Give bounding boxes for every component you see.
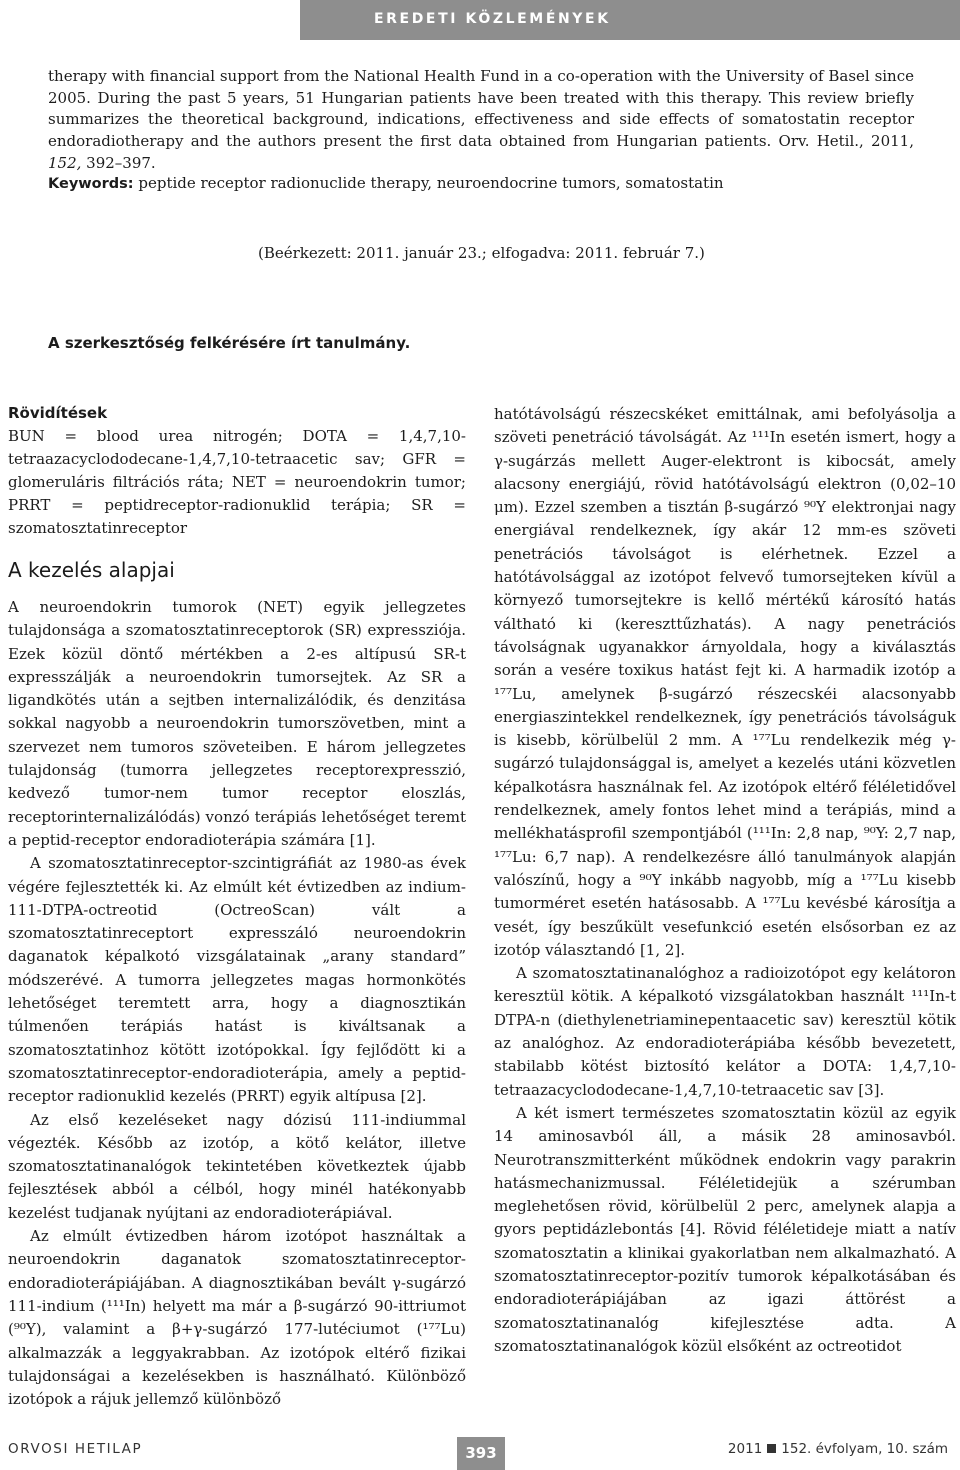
paragraph: A két ismert természetes szomatosztatin közül az egyik 14 aminosavból áll, a másik 28 aminosavból. Neurotranszmitterként működnek endokrin vagy parakrin hatásmechanizmussal. Féléletidejük a szérumban meglehetősen rövid, körülbelül 2 perc, amelynek alapja a gyors peptidázlebontás [4]. Rövid féléletideje miatt a natív szomatosztatin a klinikai gyakorlatban nem alkalmazható. A szomatosztatinreceptor-pozitív tumorok képalkotásában és endoradioterápiájában az igazi áttörést a szomatosztatinanalóg kifejlesztése adta. A szomatosztatinanalógok közül elsőként az octreotidot (494, 1103, 956, 1355)
issue-year: 2011 (727, 1441, 763, 1457)
square-bullet-icon (767, 1444, 776, 1453)
issue-info (728, 1441, 948, 1457)
abstract-pages: 392–397. (81, 153, 156, 172)
issue-volume: 152. évfolyam, 10. szám (781, 1441, 948, 1457)
paragraph: A szomatosztatinanalóghoz a radioizotópot egy kelátoron keresztül kötik. A képalkotó vizsgálatokban használt ¹¹¹In-t DTPA-n (diethylenetriaminepentaacetic sav) keresztül kötik az analóghoz. Az endoradioterápiába később bevezetett, stabilabb kötést biztosító kelátor a DOTA: 1,4,7,10-tetraazacyclododecane-1,4,7,10-tetraacetic sav [3]. (494, 964, 956, 1099)
paragraph: hatótávolságú részecskéket emittálnak, ami befolyásolja a szöveti penetráció távolságát. Az ¹¹¹In esetén ismert, hogy a γ-sugárzás mellett Auger-elektront is kibocsát, amely alacsony energiájú, rövid hatótávolságú elektron (0,02–10 μm). Ezzel szemben a tisztán β-sugárzó ⁹⁰Y elektronjai nagy energiával rendelkeznek, így akár 12 mm-es szöveti penetrációs távolságot is elérhetnek. Ezzel a hatótávolsággal az izotópot felvevő tumorsejteken kívül a környező tumorsejtekre is kellő mértékű károsító hatás váltható ki (kereszttűzhatás). A nagy penetrációs távolságnak ugyanakkor árnyoldala, hogy a kiválasztás során a vesére toxikus hatást fejt ki. A harmadik izotóp a ¹⁷⁷Lu, amelynek β-sugárzó részecskéi alacsonyabb energiaszintekkel rendelkeznek, így penetrációs távolságuk is kisebb, körülbelül 2 mm. A ¹⁷⁷Lu rendelkezik még γ-sugárzó tulajdonsággal is, amelyet a kezelés utáni közvetlen képalkotásra használnak fel. Az izotópok eltérő féléletidővel rendelkeznek, amely fontos lehet mind a terápiás, mind a mellékhatásprofil szempontjából (¹¹¹In: 2,8 nap, ⁹⁰Y: 2,7 nap, ¹⁷⁷Lu: 6,7 nap). A rendelkezésre álló tanulmányok alapján valószínű, hogy a ⁹⁰Y inkább nagyobb, míg a ¹⁷⁷Lu kisebb tumorméret esetén hatásosabb. A ¹⁷⁷Lu kevésbé károsítja a vesét, így beszűkült vesefunkció esetén elsősorban ez az izotóp választandó [1, 2]. (494, 405, 956, 959)
invited-note: A szerkesztőség felkérésére írt tanulmány. (48, 334, 411, 352)
header-left-blank (0, 0, 300, 40)
abstract-body: therapy with financial support from the National Health Fund in a co-operation with the University of Basel since 2005. During the past 5 years, 51 Hungarian patients have been treated with this therapy. This review briefly summarizes the theoretical background, indications, effectiveness and side effects of somatostatin receptor endoradiotherapy and the authors present the first data obtained from Hungarian patients. Orv. Hetil., 2011, (48, 67, 914, 151)
paragraph: A neuroendokrin tumorok (NET) egyik jellegzetes tulajdonsága a szomatosztatinreceptorok (SR) expressziója. Ezek közül döntő mértékben a 2-es altípusú SR-t expresszálják a neuroendokrin tumorsejtek. Az SR a ligandkötés után a sejtben internalizálódik, és denzitása sokkal nagyobb a neuroendokrin tumorszövetben, mint a szervezet nem tumoros szöveteiben. E három jellegzetes tulajdonság (tumorra jellegzetes receptorexpresszió, kedvező tumor-nem tumor receptor eloszlás, receptorinternalizálódás) vonzó terápiás lehetőséget teremt a peptid-receptor endoradioterápia számára [1]. (8, 598, 466, 849)
section-label: EREDETI KÖZLEMÉNYEK (374, 11, 611, 27)
left-column (8, 403, 466, 1411)
header-bar (0, 0, 960, 40)
paragraph: Az elmúlt évtizedben három izotópot használtak a neuroendokrin daganatok szomatosztatinreceptor-endoradioterápiájában. A diagnosztikában bevált γ-sugárzó 111-indium (¹¹¹In) helyett ma már a β-sugárzó 90-ittriumot (⁹⁰Y), valamint a β+γ-sugárzó 177-lutéciumot (¹⁷⁷Lu) alkalmazzák a leggyakrabban. Az izotópok eltérő fizikai tulajdonságai a kezelésekben is használható. Különböző izotópok a rájuk jellemző különböző (8, 1227, 466, 1409)
page-number: 393 (457, 1437, 505, 1470)
abbreviations-title: Rövidítések (8, 404, 108, 422)
abbreviations-text: BUN = blood urea nitrogén; DOTA = 1,4,7,10-tetraazacyclododecane-1,4,7,10-tetraacetic sav; GFR = glomeruláris filtrációs ráta; NET = neuroendokrin tumor; PRRT = peptidreceptor-radionuklid terápia; SR = szomatosztatinreceptor (8, 427, 466, 537)
abstract-volume: 152, (48, 153, 82, 172)
journal-name: ORVOSI HETILAP (8, 1441, 143, 1457)
keywords (48, 172, 914, 195)
right-column (494, 403, 956, 1358)
received-dates: (Beérkezett: 2011. január 23.; elfogadva: 2011. február 7.) (258, 244, 705, 262)
keywords-label: Keywords: (48, 176, 134, 192)
keywords-text: peptide receptor radionuclide therapy, neuroendocrine tumors, somatostatin (133, 174, 724, 192)
paragraph: Az első kezeléseket nagy dózisú 111-indiummal végezték. Később az izotóp, a kötő kelátor, illetve szomatosztatinanalógok tekintetében következtek újabb fejlesztések abból a célból, hogy minél hatékonyabb kezelést tudjanak nyújtani az endoradioterápiával. (8, 1110, 466, 1222)
paragraph: A szomatosztatinreceptor-szcintigráfiát az 1980-as évek végére fejlesztették ki. Az elmúlt két évtizedben az indium-111-DTPA-octreotid (OctreoScan) vált a szomatosztatinreceptort expresszáló neuroendokrin daganatok képalkotó vizsgálatainak „arany standard” módszerévé. A tumorra jellegzetes magas hormonkötés lehetőséget teremtett arra, hogy a diagnosztikán túlmenően terápiás hatást is kiváltsanak a szomatosztatinhoz kötött izotópokkal. Így fejlődött ki a szomatosztatinreceptor-endoradioterápia, amely a peptid-receptor radionuklid kezelés (PRRT) egyik altípusa [2]. (8, 854, 466, 1106)
section-title: A kezelés alapjai (8, 558, 175, 582)
abstract (48, 66, 914, 175)
